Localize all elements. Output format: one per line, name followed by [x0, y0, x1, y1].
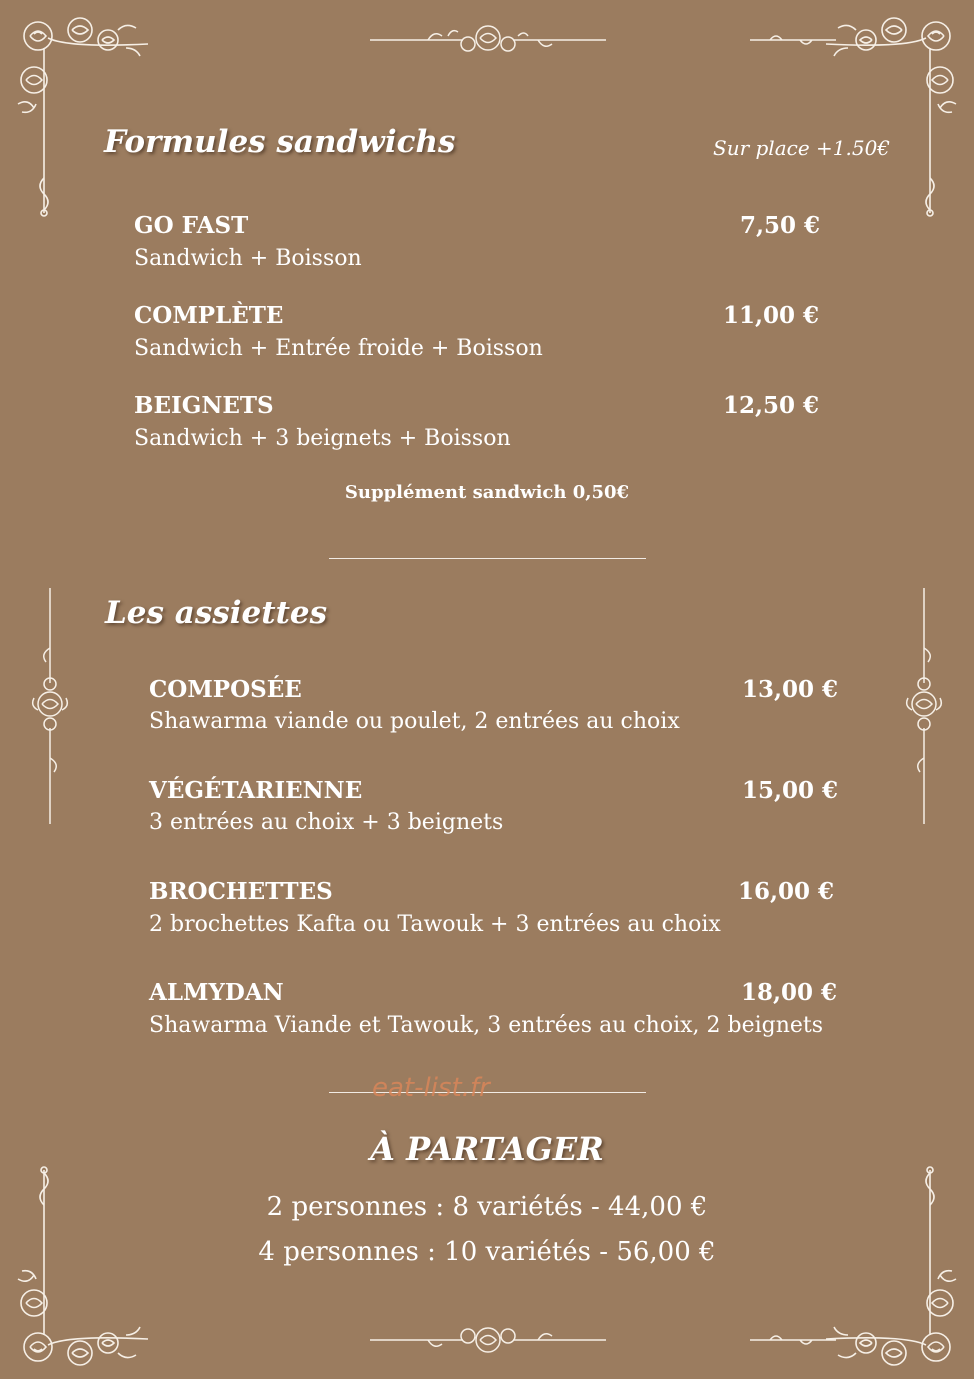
- corner-rose-icon: [8, 8, 148, 218]
- section-title-partager: À PARTAGER: [370, 1130, 604, 1168]
- item-name: GO FAST: [134, 212, 249, 239]
- share-option: 4 personnes : 10 variétés - 56,00 €: [258, 1237, 716, 1267]
- corner-rose-icon: [826, 8, 966, 218]
- top-rose-flourish-icon: [368, 18, 608, 62]
- item-price: 16,00 €: [738, 878, 835, 905]
- item-description: 3 entrées au choix + 3 beignets: [149, 810, 504, 835]
- side-rose-flourish-icon: [902, 588, 946, 824]
- item-description: Shawarma viande ou poulet, 2 entrées au choix: [149, 709, 680, 734]
- item-price: 13,00 €: [742, 676, 839, 703]
- supplement-note: Supplément sandwich 0,50€: [344, 482, 630, 503]
- item-name: COMPOSÉE: [149, 676, 302, 703]
- item-description: Sandwich + Boisson: [134, 246, 362, 271]
- item-name: BEIGNETS: [134, 392, 274, 419]
- section-title-assiettes: Les assiettes: [105, 595, 328, 631]
- item-name: ALMYDAN: [149, 979, 284, 1006]
- top-rose-flourish-icon: [368, 1318, 608, 1362]
- item-description: Sandwich + 3 beignets + Boisson: [134, 426, 511, 451]
- item-description: 2 brochettes Kafta ou Tawouk + 3 entrées au choix: [149, 912, 721, 937]
- side-rose-flourish-icon: [28, 588, 72, 824]
- sur-place-note: Sur place +1.50€: [713, 136, 891, 160]
- divider: [329, 558, 646, 559]
- top-rose-flourish-icon: [750, 28, 840, 52]
- item-name: VÉGÉTARIENNE: [149, 777, 363, 804]
- item-price: 18,00 €: [741, 979, 838, 1006]
- watermark: eat-list.fr: [372, 1073, 490, 1103]
- section-title-formules: Formules sandwichs: [104, 124, 456, 160]
- item-price: 7,50 €: [740, 212, 821, 239]
- item-name: COMPLÈTE: [134, 302, 284, 329]
- share-option: 2 personnes : 8 variétés - 44,00 €: [266, 1192, 708, 1222]
- item-price: 11,00 €: [723, 302, 820, 329]
- item-price: 12,50 €: [723, 392, 820, 419]
- item-description: Shawarma Viande et Tawouk, 3 entrées au choix, 2 beignets: [149, 1013, 824, 1038]
- item-price: 15,00 €: [742, 777, 839, 804]
- item-description: Sandwich + Entrée froide + Boisson: [134, 336, 543, 361]
- top-rose-flourish-icon: [750, 1328, 840, 1352]
- item-name: BROCHETTES: [149, 878, 333, 905]
